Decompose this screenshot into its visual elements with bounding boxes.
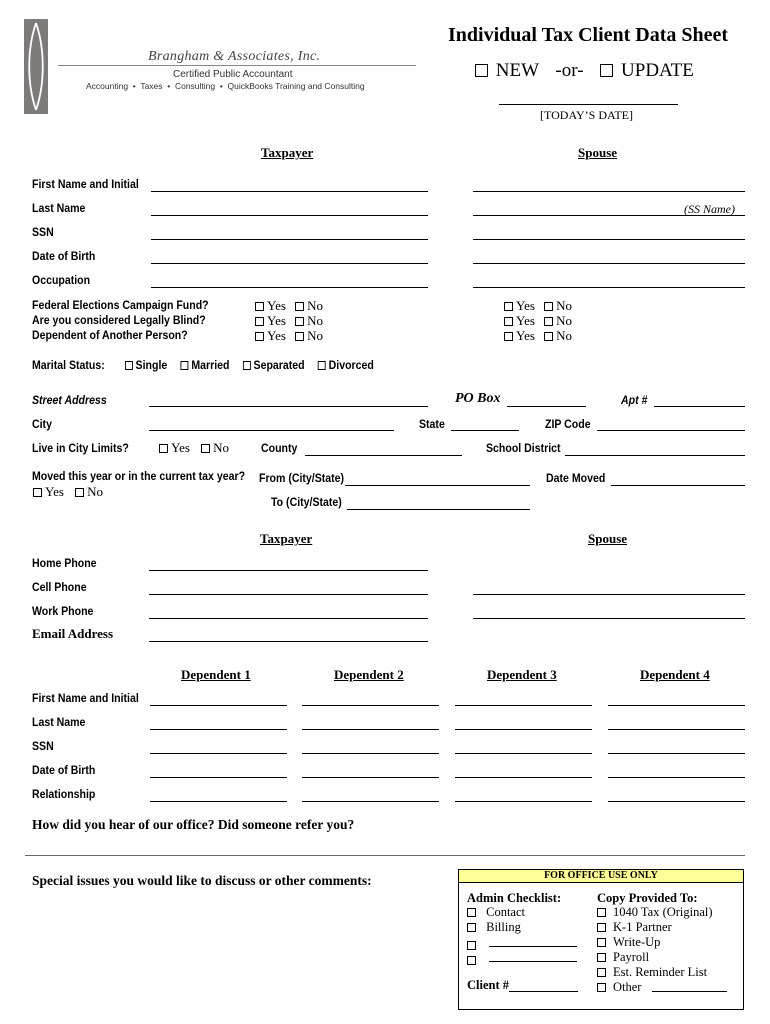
separated-label: Separated	[253, 358, 305, 372]
street-address-field[interactable]	[149, 406, 428, 407]
taxpayer-campaign-fund-options	[255, 298, 323, 314]
taxpayer-email-field[interactable]	[149, 641, 428, 642]
school-district-field[interactable]	[565, 455, 745, 456]
spouse-blind-yes-checkbox[interactable]	[504, 317, 513, 326]
admin-blank-2-checkbox[interactable]	[467, 956, 476, 965]
city-field[interactable]	[149, 430, 394, 431]
apt-label: Apt #	[621, 393, 648, 407]
dep-relationship-label: Relationship	[32, 787, 96, 801]
admin-contact-checkbox[interactable]	[467, 908, 476, 917]
spouse-header: Spouse	[578, 145, 618, 160]
street-address-label: Street Address	[32, 393, 107, 407]
admin-contact-label: Contact	[486, 905, 526, 919]
dependent-3-dob-field[interactable]	[455, 777, 592, 778]
dependent-4-header: Dependent 4	[640, 667, 710, 682]
county-field[interactable]	[305, 455, 462, 456]
or-label: -or-	[555, 60, 584, 81]
marital-status-options	[125, 358, 374, 372]
taxpayer-dob-field[interactable]	[151, 263, 428, 264]
occupation-label: Occupation	[32, 273, 91, 287]
client-number-field[interactable]	[509, 991, 578, 992]
yes-label: Yes	[267, 298, 286, 313]
office-use-box	[458, 869, 744, 1010]
date-moved-field[interactable]	[611, 485, 745, 486]
copy-item-checkbox[interactable]	[597, 983, 606, 992]
dependent-2-first-name-field[interactable]	[302, 705, 439, 706]
spouse-ssn-field[interactable]	[473, 239, 745, 240]
dependent-2-dob-field[interactable]	[302, 777, 439, 778]
section-divider	[25, 855, 745, 856]
copy-item-checkbox[interactable]	[597, 938, 606, 947]
phones-taxpayer-header: Taxpayer	[260, 531, 313, 546]
admin-blank-1-field[interactable]	[489, 946, 577, 947]
copy-item	[597, 965, 707, 980]
divorced-label: Divorced	[328, 358, 374, 372]
spouse-dependent-yes-checkbox[interactable]	[504, 332, 513, 341]
state-field[interactable]	[451, 430, 519, 431]
taxpayer-work-phone-field[interactable]	[149, 618, 428, 619]
update-checkbox[interactable]	[600, 64, 613, 77]
yes-label: Yes	[171, 440, 190, 455]
copy-item-label: Other	[613, 980, 642, 994]
state-label: State	[419, 417, 445, 431]
dep-first-name-label: First Name and Initial	[32, 691, 139, 705]
copy-item-checkbox[interactable]	[597, 968, 606, 977]
moved-to-label: To (City/State)	[271, 495, 342, 509]
home-phone-label: Home Phone	[32, 556, 97, 570]
taxpayer-first-name-field[interactable]	[151, 191, 428, 192]
taxpayer-blind-options	[255, 313, 323, 329]
married-label: Married	[191, 358, 230, 372]
company-logo	[24, 19, 48, 114]
copy-item-label: Write-Up	[613, 935, 661, 949]
dep-last-name-label: Last Name	[32, 715, 86, 729]
dep-dob-label: Date of Birth	[32, 763, 96, 777]
moved-yes-checkbox[interactable]	[33, 488, 42, 497]
city-label: City	[32, 417, 52, 431]
dependent-3-ssn-field[interactable]	[455, 753, 592, 754]
copy-item	[597, 935, 660, 950]
spouse-cell-phone-field[interactable]	[473, 594, 745, 595]
po-box-field[interactable]	[507, 406, 586, 407]
new-label: NEW	[495, 60, 539, 81]
moved-from-label: From (City/State)	[259, 471, 345, 485]
po-box-label: PO Box	[455, 391, 501, 406]
taxpayer-dependent-no-checkbox[interactable]	[295, 332, 304, 341]
phones-spouse-header: Spouse	[588, 531, 628, 546]
special-issues-label: Special issues you would like to discuss or other comments:	[32, 873, 372, 888]
dependent-of-another-label: Dependent of Another Person?	[32, 328, 188, 342]
yes-label: Yes	[267, 328, 286, 343]
live-city-yes-checkbox[interactable]	[159, 444, 168, 453]
taxpayer-campaign-yes-checkbox[interactable]	[255, 302, 264, 311]
dependent-4-last-name-field[interactable]	[608, 729, 745, 730]
email-label: Email Address	[32, 626, 114, 641]
dependent-2-relationship-field[interactable]	[302, 801, 439, 802]
copy-item	[597, 920, 672, 935]
yes-label: Yes	[516, 298, 535, 313]
copy-provided-title: Copy Provided To:	[597, 891, 698, 905]
taxpayer-ssn-field[interactable]	[151, 239, 428, 240]
dependent-3-header: Dependent 3	[487, 667, 557, 682]
dependent-1-first-name-field[interactable]	[150, 705, 287, 706]
spouse-campaign-fund-options	[504, 298, 572, 314]
dependent-1-dob-field[interactable]	[150, 777, 287, 778]
first-name-label: First Name and Initial	[32, 177, 139, 191]
spouse-occupation-field[interactable]	[473, 287, 745, 288]
live-city-limits-label: Live in City Limits?	[32, 441, 129, 455]
spouse-campaign-no-checkbox[interactable]	[544, 302, 553, 311]
copy-item-label: Est. Reminder List	[613, 965, 708, 979]
admin-billing-label: Billing	[486, 920, 521, 934]
single-checkbox[interactable]	[125, 361, 133, 370]
dependent-4-ssn-field[interactable]	[608, 753, 745, 754]
copy-item-label: 1040 Tax (Original)	[613, 905, 713, 919]
legally-blind-label: Are you considered Legally Blind?	[32, 313, 206, 327]
married-checkbox[interactable]	[181, 361, 189, 370]
ssn-label: SSN	[32, 225, 54, 239]
spouse-blind-options	[504, 313, 572, 329]
taxpayer-header: Taxpayer	[261, 145, 314, 160]
work-phone-label: Work Phone	[32, 604, 94, 618]
dependent-3-first-name-field[interactable]	[455, 705, 592, 706]
company-divider	[58, 65, 416, 66]
dob-label: Date of Birth	[32, 249, 96, 263]
campaign-fund-label: Federal Elections Campaign Fund?	[32, 298, 209, 312]
copy-item-checkbox[interactable]	[597, 953, 606, 962]
dependent-1-relationship-field[interactable]	[150, 801, 287, 802]
dependent-4-relationship-field[interactable]	[608, 801, 745, 802]
spouse-campaign-yes-checkbox[interactable]	[504, 302, 513, 311]
divorced-checkbox[interactable]	[318, 361, 326, 370]
page-title: Individual Tax Client Data Sheet	[448, 24, 729, 46]
taxpayer-cell-phone-field[interactable]	[149, 594, 428, 595]
live-city-no-checkbox[interactable]	[201, 444, 210, 453]
status-row	[475, 60, 694, 82]
copy-item	[597, 950, 649, 965]
copy-other-field[interactable]	[652, 991, 727, 992]
copy-item-label: Payroll	[613, 950, 650, 964]
admin-item-contact	[467, 905, 525, 920]
taxpayer-blind-yes-checkbox[interactable]	[255, 317, 264, 326]
zip-label: ZIP Code	[545, 417, 591, 431]
todays-date-field[interactable]	[499, 104, 678, 105]
apt-field[interactable]	[654, 406, 745, 407]
marital-status-label: Marital Status:	[32, 358, 105, 372]
dependent-4-dob-field[interactable]	[608, 777, 745, 778]
no-label: No	[556, 298, 573, 313]
admin-item-blank-1	[467, 936, 579, 950]
dependent-2-header: Dependent 2	[334, 667, 404, 682]
live-city-options	[159, 440, 229, 456]
no-label: No	[307, 313, 324, 328]
admin-billing-checkbox[interactable]	[467, 923, 476, 932]
taxpayer-occupation-field[interactable]	[151, 287, 428, 288]
ss-name-note: (SS Name)	[684, 202, 735, 216]
client-number-label: Client #	[467, 978, 510, 992]
taxpayer-campaign-no-checkbox[interactable]	[295, 302, 304, 311]
no-label: No	[213, 440, 230, 455]
county-label: County	[261, 441, 298, 455]
taxpayer-dependent-options	[255, 328, 323, 344]
yes-label: Yes	[267, 313, 286, 328]
copy-item	[597, 905, 713, 920]
taxpayer-home-phone-field[interactable]	[149, 570, 428, 571]
admin-blank-2-field[interactable]	[489, 961, 577, 962]
new-checkbox[interactable]	[475, 64, 488, 77]
update-label: UPDATE	[621, 60, 694, 81]
taxpayer-dependent-yes-checkbox[interactable]	[255, 332, 264, 341]
spouse-blind-no-checkbox[interactable]	[544, 317, 553, 326]
no-label: No	[556, 313, 573, 328]
cell-phone-label: Cell Phone	[32, 580, 87, 594]
single-label: Single	[135, 358, 168, 372]
company-subtitle: Certified Public Accountant	[173, 69, 293, 80]
moved-from-field[interactable]	[345, 485, 530, 486]
spouse-first-name-field[interactable]	[473, 191, 745, 192]
date-moved-label: Date Moved	[546, 471, 606, 485]
admin-item-billing	[467, 920, 521, 935]
yes-label: Yes	[516, 313, 535, 328]
dependent-2-ssn-field[interactable]	[302, 753, 439, 754]
moved-question-label: Moved this year or in the current tax year?	[32, 469, 246, 483]
no-label: No	[87, 484, 104, 499]
moved-options	[33, 484, 103, 500]
taxpayer-last-name-field[interactable]	[151, 215, 428, 216]
dep-ssn-label: SSN	[32, 739, 54, 753]
yes-label: Yes	[45, 484, 64, 499]
separated-checkbox[interactable]	[243, 361, 251, 370]
spouse-dob-field[interactable]	[473, 263, 745, 264]
last-name-label: Last Name	[32, 201, 86, 215]
moved-to-field[interactable]	[347, 509, 530, 510]
admin-blank-1-checkbox[interactable]	[467, 941, 476, 950]
dependent-2-last-name-field[interactable]	[302, 729, 439, 730]
yes-label: Yes	[516, 328, 535, 343]
dependent-4-first-name-field[interactable]	[608, 705, 745, 706]
spouse-dependent-options	[504, 328, 572, 344]
no-label: No	[307, 328, 324, 343]
dependent-1-ssn-field[interactable]	[150, 753, 287, 754]
no-label: No	[307, 298, 324, 313]
no-label: No	[556, 328, 573, 343]
taxpayer-blind-no-checkbox[interactable]	[295, 317, 304, 326]
referral-question: How did you hear of our office? Did someone refer you?	[32, 817, 355, 832]
admin-item-blank-2	[467, 951, 579, 965]
spouse-work-phone-field[interactable]	[473, 618, 745, 619]
company-name: Brangham & Associates, Inc.	[148, 49, 321, 64]
copy-item-label: K-1 Partner	[613, 920, 672, 934]
dependent-3-relationship-field[interactable]	[455, 801, 592, 802]
dependent-3-last-name-field[interactable]	[455, 729, 592, 730]
copy-item	[597, 980, 641, 995]
todays-date-label: [TODAY’S DATE]	[540, 108, 633, 122]
admin-checklist-title: Admin Checklist:	[467, 891, 562, 905]
dependent-1-last-name-field[interactable]	[150, 729, 287, 730]
company-services: Accounting • Taxes • Consulting • QuickBooks Training and Consulting	[86, 81, 365, 91]
copy-item-checkbox[interactable]	[597, 908, 606, 917]
copy-item-checkbox[interactable]	[597, 923, 606, 932]
zip-field[interactable]	[597, 430, 745, 431]
moved-no-checkbox[interactable]	[75, 488, 84, 497]
spouse-dependent-no-checkbox[interactable]	[544, 332, 553, 341]
office-use-header: FOR OFFICE USE ONLY	[459, 870, 743, 883]
dependent-1-header: Dependent 1	[181, 667, 251, 682]
school-district-label: School District	[486, 441, 561, 455]
